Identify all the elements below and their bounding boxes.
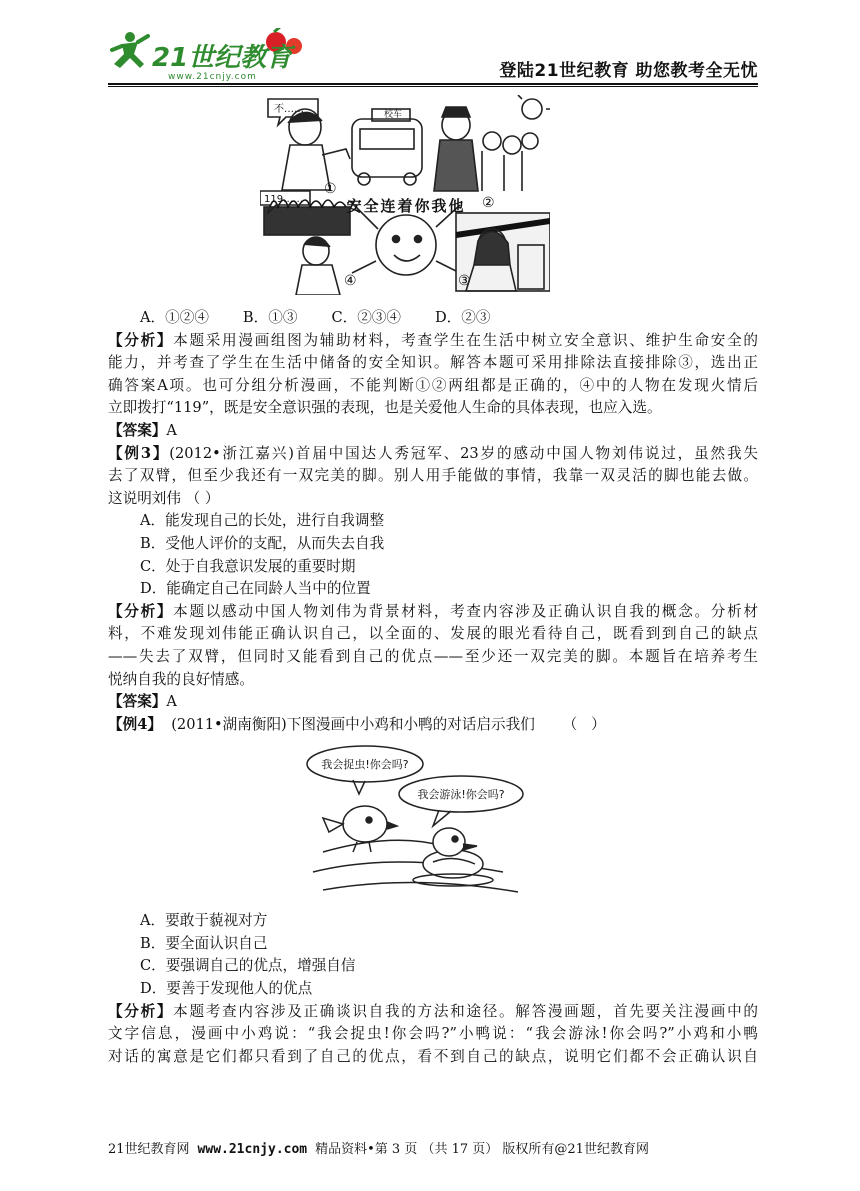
q4-option-b: B．要全面认识自己: [140, 934, 268, 952]
q4-stem: 【例4】 (2011•湖南衡阳)下图漫画中小鸡和小鸭的对话启示我们 （ ）: [108, 715, 606, 733]
q2-analysis-line-2: 能力，并考查了学生在生活中储备的安全知识。解答本题可采用排除法直接排除③，选出正: [108, 354, 758, 372]
bus-sign-text: 校车: [384, 110, 403, 120]
q3-option-c: C．处于自我意识发展的重要时期: [140, 557, 356, 575]
q4-option-d: D．要善于发现他人的优点: [140, 980, 313, 998]
marker-4: ④: [344, 273, 357, 289]
panel-guard-children: [434, 95, 550, 191]
header-divider: [108, 83, 758, 85]
marker-1: ①: [324, 181, 337, 197]
chick-duck-comic-figure: [303, 742, 538, 902]
q2-options: [108, 307, 758, 330]
q2-option-a: A．①②④: [140, 309, 209, 326]
bubble-119-text: 119……: [264, 194, 304, 205]
q2-option-d: D．②③: [434, 309, 491, 326]
page-content: [108, 95, 758, 1068]
q2-analysis-line-4: 立即拨打“119”，既是安全意识强的表现，也是关爱他人生命的具体表现，也应入选。: [108, 399, 662, 417]
runner-icon: [112, 32, 148, 68]
q4-option-a: A．要敢于藐视对方: [140, 912, 268, 930]
q3-stem-line-2: 去了双臂，但至少我还有一双完美的脚。别人用手能做的事情，我靠一双灵活的脚也能去做。: [108, 467, 758, 485]
chick-bubble-text: 我会捉虫!你会吗?: [321, 758, 409, 772]
q4-analysis-line-1: 【分析】本题考查内容涉及正确谈识自我的方法和途径。解答漫画题，首先要关注漫画中的: [108, 1002, 758, 1020]
footer-site: 21世纪教育网: [108, 1142, 190, 1157]
page-footer: [108, 1138, 758, 1157]
header-slogan: 登陆21世纪教育 助您教考全无忧: [499, 61, 758, 81]
q3-analysis-line-1: 【分析】本题以感动中国人物刘伟为背景材料，考查内容涉及正确认识自我的概念。分析材: [108, 602, 758, 620]
q3-stem-line-3: 这说明刘伟 （ ）: [108, 489, 220, 507]
q3-analysis-line-2: 料，不难发现刘伟能正确认识自己，以全面的、发展的眼光看待自己，既看到到自己的缺点: [108, 625, 758, 643]
page-header: [108, 28, 758, 84]
panel-fire-call: [260, 191, 350, 295]
footer-page-info: 精品资料•第 3 页 （共 17 页） 版权所有@21世纪教育网: [315, 1142, 649, 1157]
duck-icon: [413, 828, 493, 886]
q4-analysis-line-3: 对话的寓意是它们都只看到了自己的优点，看不到自己的缺点，说明它们都不会正确认识自: [108, 1047, 758, 1065]
q4-option-c: C．要强调自己的优点，增强自信: [140, 957, 356, 975]
q2-analysis-line-1: 【分析】本题采用漫画组图为辅助材料，考查学生在生活中树立安全意识、维护生命安全的: [108, 331, 758, 349]
marker-3: ③: [458, 273, 471, 289]
q3-analysis-line-4: 悦纳自我的良好情感。: [108, 670, 254, 688]
q2-option-c: C．②③④: [331, 309, 401, 326]
q4-analysis-line-2: 文字信息，漫画中小鸡说：“我会捉虫!你会吗?”小鸭说：“我会游泳!你会吗?”小鸡和小鸭: [108, 1025, 758, 1043]
q3-option-b: B．受他人评价的支配，从而失去自我: [140, 534, 385, 552]
bubble-refuse-text: 不……: [274, 104, 304, 115]
smiley-face-icon: [376, 215, 436, 275]
footer-url[interactable]: www.21cnjy.com: [197, 1142, 308, 1157]
chick-icon: [323, 806, 397, 852]
q3-option-d: D．能确定自己在同龄人当中的位置: [140, 580, 371, 598]
comic-center-text: 安全连着你我他: [346, 197, 466, 215]
header-divider-thin: [108, 86, 758, 87]
q3-answer: 【答案】A: [108, 693, 177, 711]
logo-text: 21世纪教育: [152, 43, 293, 73]
q2-option-b: B．①③: [242, 309, 298, 326]
q3-analysis-line-3: ——失去了双臂，但同时又能看到自己的优点——至少还一双完美的脚。本题旨在培养考生: [108, 647, 758, 665]
q2-analysis-line-3: 确答案A项。也可分组分析漫画，不能判断①②两组都是正确的，④中的人物在发现火情后: [108, 376, 758, 394]
q3-stem-line-1: 【例3】(2012•浙江嘉兴)首届中国达人秀冠军、23岁的感动中国人物刘伟说过，虽然我失: [108, 444, 758, 462]
safety-comic-figure: [260, 95, 550, 295]
q3-option-a: A．能发现自己的长处，进行自我调整: [140, 512, 385, 530]
q2-answer: 【答案】A: [108, 421, 177, 439]
duck-bubble-text: 我会游泳!你会吗?: [417, 788, 505, 802]
marker-2: ②: [482, 195, 495, 211]
logo-url: www.21cnjy.com: [168, 72, 257, 82]
logo-21cnjy: [108, 28, 318, 82]
